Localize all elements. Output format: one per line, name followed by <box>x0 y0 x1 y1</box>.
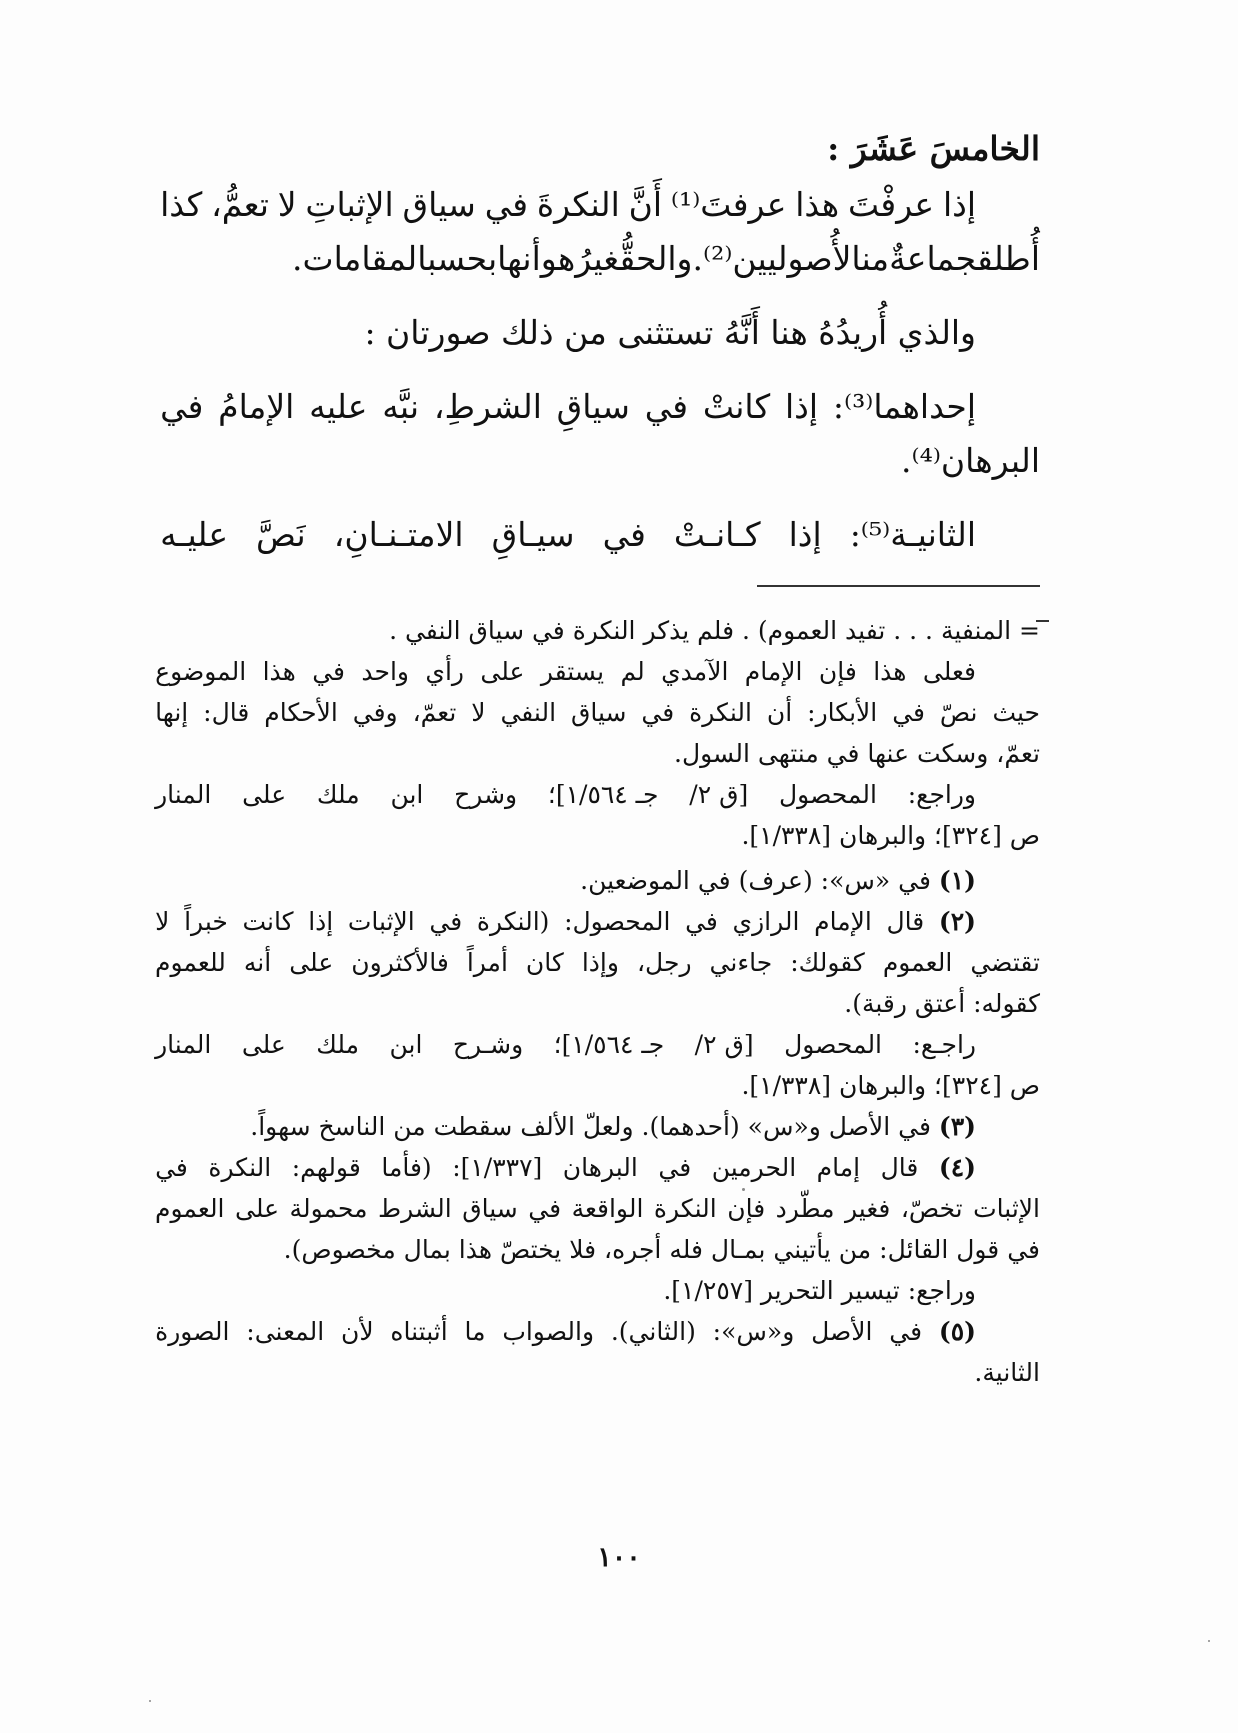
word: تعمُّ، <box>211 185 269 224</box>
word: الواقعة <box>571 1194 644 1223</box>
footnote-1-number: (١) <box>938 866 976 895</box>
word: في <box>429 907 463 936</box>
word: فإن <box>727 1194 766 1223</box>
word: المقامات. <box>292 239 428 278</box>
word: الإثبات <box>347 907 415 936</box>
footnote-1-text: في «س»: (عرف) في الموضعين. <box>580 866 931 895</box>
word: نبَّه <box>382 387 420 426</box>
word: أُطلق <box>976 239 1040 278</box>
word: واحد <box>361 657 410 686</box>
word: قال: <box>203 698 250 727</box>
word: وشـرح <box>452 1030 524 1059</box>
word: عليـه <box>160 515 229 554</box>
footnote-2-line-2 <box>155 942 1040 983</box>
word: رأي <box>425 657 464 686</box>
footnote-3-text: في الأصل و«س» (أحدهما). ولعلّ الألف سقطت من الناسخ سهواً. <box>250 1112 931 1141</box>
word: و«س»: <box>712 1317 795 1346</box>
footnote-4-line-3: في قول القائل: من يأتيني بمـال فله أجره، فلا يختصّ هذا بمال مخصوص). <box>283 1235 1040 1264</box>
word: في <box>484 185 528 224</box>
word: يستقر <box>540 657 605 686</box>
word: في <box>644 387 689 426</box>
word: في <box>528 1194 562 1223</box>
word: الحرمين <box>711 1153 797 1182</box>
scan-speck <box>742 1188 745 1191</box>
word: المنار <box>155 1030 212 1059</box>
word: كانتْ <box>702 387 771 426</box>
word: سياق <box>570 698 627 727</box>
footnote-reference-line: ص [٣٢٤]؛ والبرهان [١/٣٣٨]. <box>741 1071 1040 1100</box>
section-heading: الخامسَ عَشَرَ : <box>827 129 1040 168</box>
scan-speck <box>1208 1640 1210 1642</box>
word: وفي <box>352 698 398 727</box>
word: كقولك: <box>790 948 865 977</box>
word: وإذا <box>581 948 619 977</box>
word: أثبتناه <box>390 1317 448 1346</box>
word: لأن <box>340 1317 374 1346</box>
word: حيث <box>992 698 1040 727</box>
word: المعنى: <box>246 1317 325 1346</box>
word: المحصول: <box>564 907 671 936</box>
footnote-1 <box>155 860 1040 901</box>
word: لا <box>155 907 170 936</box>
word: جاءني <box>709 948 773 977</box>
word: أمراً <box>466 948 508 977</box>
word: كانت <box>242 907 294 936</box>
page-number: ١٠٠ <box>597 1542 641 1573</box>
footnote-5-line-2: الثانية. <box>974 1358 1040 1387</box>
footnote-3-number: (٣) <box>938 1112 976 1141</box>
footnote-separator <box>757 585 1040 587</box>
word: أنه <box>243 948 272 977</box>
footnote-4-line-4: وراجع: تيسير التحرير [١/٢٥٧]. <box>663 1276 976 1305</box>
word: سياق <box>402 185 476 224</box>
word: البرهان <box>562 1153 638 1182</box>
word: تخصّ، <box>900 1194 963 1223</box>
word: النفي <box>500 698 557 727</box>
word: سياقِ <box>556 387 630 426</box>
word: العموم <box>155 1194 225 1223</box>
word: قولهم: <box>291 1153 361 1182</box>
word: فعلى <box>922 657 976 686</box>
word: في <box>160 387 204 426</box>
word: وراجع: <box>907 780 976 809</box>
word: للعموم <box>155 948 226 977</box>
footnote-5-number: (٥) <box>938 1317 976 1346</box>
paragraph-1-line-1 <box>160 178 1040 232</box>
footnote-4-line-1 <box>155 1147 1040 1188</box>
word: الشرط <box>377 1194 452 1223</box>
paragraph-3-line-1 <box>160 380 1040 434</box>
word: سياق <box>462 1194 518 1223</box>
word: رجل، <box>636 948 692 977</box>
word: من <box>861 239 890 278</box>
word: وأنها <box>497 239 558 278</box>
word: والحقُّ <box>619 239 693 278</box>
word: وشرح <box>454 780 518 809</box>
word: راجـع: <box>912 1030 976 1059</box>
word: أن <box>766 698 793 727</box>
word: في <box>312 657 346 686</box>
word: ما <box>464 1317 486 1346</box>
footnote-2-line-3: كقوله: أعتق رقبة). <box>844 989 1040 1018</box>
word: النكرة <box>208 1153 272 1182</box>
footnote-continuation: = المنفية . . . تفيد العموم) . فلم يذكر النكرة في سياق النفي . <box>389 616 1040 645</box>
word: على <box>289 948 334 977</box>
word: كان <box>525 948 564 977</box>
word: على <box>235 1194 280 1223</box>
word: الإمامُ <box>218 387 295 426</box>
word: نَصَّ <box>256 515 306 554</box>
word: مطّرد <box>775 1194 835 1223</box>
word: جـ ١/٥٦٤]؛ <box>547 780 659 809</box>
word: غيرُه <box>557 239 620 278</box>
word: الإثباتِ <box>305 185 394 224</box>
word: فالأكثرون <box>351 948 449 977</box>
word: الموضوع <box>155 657 247 686</box>
footnote-3 <box>155 1106 1040 1147</box>
word: في <box>889 1317 923 1346</box>
word: ابن <box>389 1030 423 1059</box>
word: عرفْتَ <box>848 185 935 224</box>
word: هذا <box>873 657 907 686</box>
footnotes <box>155 610 1040 1393</box>
word: الأحكام <box>264 698 338 727</box>
paragraph-3-line-2: البرهان⁽⁴⁾. <box>900 441 1040 480</box>
main-text <box>160 122 1040 562</box>
word: هذا <box>262 657 296 686</box>
word: العموم <box>882 948 953 977</box>
word: إمام <box>816 1153 861 1182</box>
word: [ق ٢/ <box>689 780 749 809</box>
word: المنار <box>155 780 212 809</box>
word: الإمام <box>744 657 803 686</box>
word: (النكرة <box>476 907 550 936</box>
word: (فأما <box>381 1153 432 1182</box>
word: الامتـنـانِ، <box>333 515 464 554</box>
word: جـ ١/٥٦٤]؛ <box>553 1030 665 1059</box>
word: [١/٣٣٧]: <box>452 1153 543 1182</box>
word: إذا <box>784 387 819 426</box>
word: إذا <box>942 185 976 224</box>
footnote-4-line-2 <box>155 1188 1040 1229</box>
word: سيـاقِ <box>491 515 575 554</box>
word: إنها <box>155 698 189 727</box>
word: [ق ٢/ <box>694 1030 754 1059</box>
word: في <box>892 698 925 727</box>
paragraph-1-line-2 <box>160 232 1040 286</box>
word: في <box>641 698 675 727</box>
word: جماعةٌ <box>889 239 977 278</box>
word: النكرة <box>653 1194 717 1223</box>
scan-speck <box>149 1700 151 1702</box>
word: الآمدي <box>661 657 729 686</box>
word: لا <box>471 698 486 727</box>
paragraph-4-line-1 <box>160 508 1040 562</box>
word: إحداهما⁽³⁾: <box>832 387 976 426</box>
word: على <box>242 780 287 809</box>
word: أَنَّ <box>628 185 662 224</box>
word: المحصول <box>784 1030 883 1059</box>
footnote-continuation-line <box>155 651 1040 692</box>
word: لم <box>620 657 645 686</box>
word: في <box>658 1153 692 1182</box>
word: الرازي <box>732 907 800 936</box>
word: ملك <box>316 1030 360 1059</box>
word: في <box>602 515 646 554</box>
word: لا <box>277 185 297 224</box>
word: على <box>241 1030 286 1059</box>
word: النكرةَ <box>536 185 620 224</box>
word: الأبكار: <box>807 698 878 727</box>
word: إذا <box>308 907 334 936</box>
paragraph-2: والذي أُريدُهُ هنا أَنَّهُ تستثنى من ذلك صورتان : <box>364 313 976 352</box>
word: نصّ <box>939 698 978 727</box>
word: هذا <box>795 185 840 224</box>
word: على <box>480 657 525 686</box>
word: الأُصوليين⁽²⁾. <box>692 239 862 278</box>
word: محمولة <box>289 1194 368 1223</box>
word: تعمّ، <box>412 698 457 727</box>
footnote-reference-line <box>155 1024 1040 1065</box>
footnote-4-number: (٤) <box>938 1153 976 1182</box>
word: الإمام <box>814 907 872 936</box>
footnote-continuation-line <box>155 692 1040 733</box>
footnote-reference-line: ص [٣٢٤]؛ والبرهان [١/٣٣٨]. <box>741 821 1040 850</box>
word: (الثاني). <box>610 1317 696 1346</box>
footnote-5-line-1 <box>155 1311 1040 1352</box>
footnote-continuation-line: تعمّ، وسكت عنها في منتهى السول. <box>674 739 1040 768</box>
word: ابن <box>390 780 424 809</box>
word: الإثبات <box>973 1194 1040 1223</box>
word: بحسب <box>427 239 498 278</box>
word: ملك <box>316 780 360 809</box>
word: الصورة <box>155 1317 230 1346</box>
word: في <box>685 907 718 936</box>
word: عرفتَ⁽¹⁾ <box>670 185 787 224</box>
footnote-2-number: (٢) <box>938 907 976 936</box>
footnote-reference-line <box>155 774 1040 815</box>
word: خبراً <box>184 907 228 936</box>
word: والصواب <box>502 1317 595 1346</box>
word: فإن <box>818 657 857 686</box>
word: فغير <box>844 1194 891 1223</box>
word: قال <box>880 1153 919 1182</box>
word: النكرة <box>689 698 752 727</box>
word: في <box>155 1153 188 1182</box>
word: الثانيـة⁽⁵⁾: <box>849 515 976 554</box>
word: قال <box>886 907 925 936</box>
word: الأصل <box>811 1317 873 1346</box>
word: عليه <box>309 387 368 426</box>
footnote-2-line-1 <box>155 901 1040 942</box>
word: تقتضي <box>970 948 1040 977</box>
word: كذا <box>160 185 203 224</box>
word: الشرطِ، <box>433 387 542 426</box>
word: كـانـتْ <box>673 515 761 554</box>
word: إذا <box>788 515 822 554</box>
word: المحصول <box>779 780 877 809</box>
